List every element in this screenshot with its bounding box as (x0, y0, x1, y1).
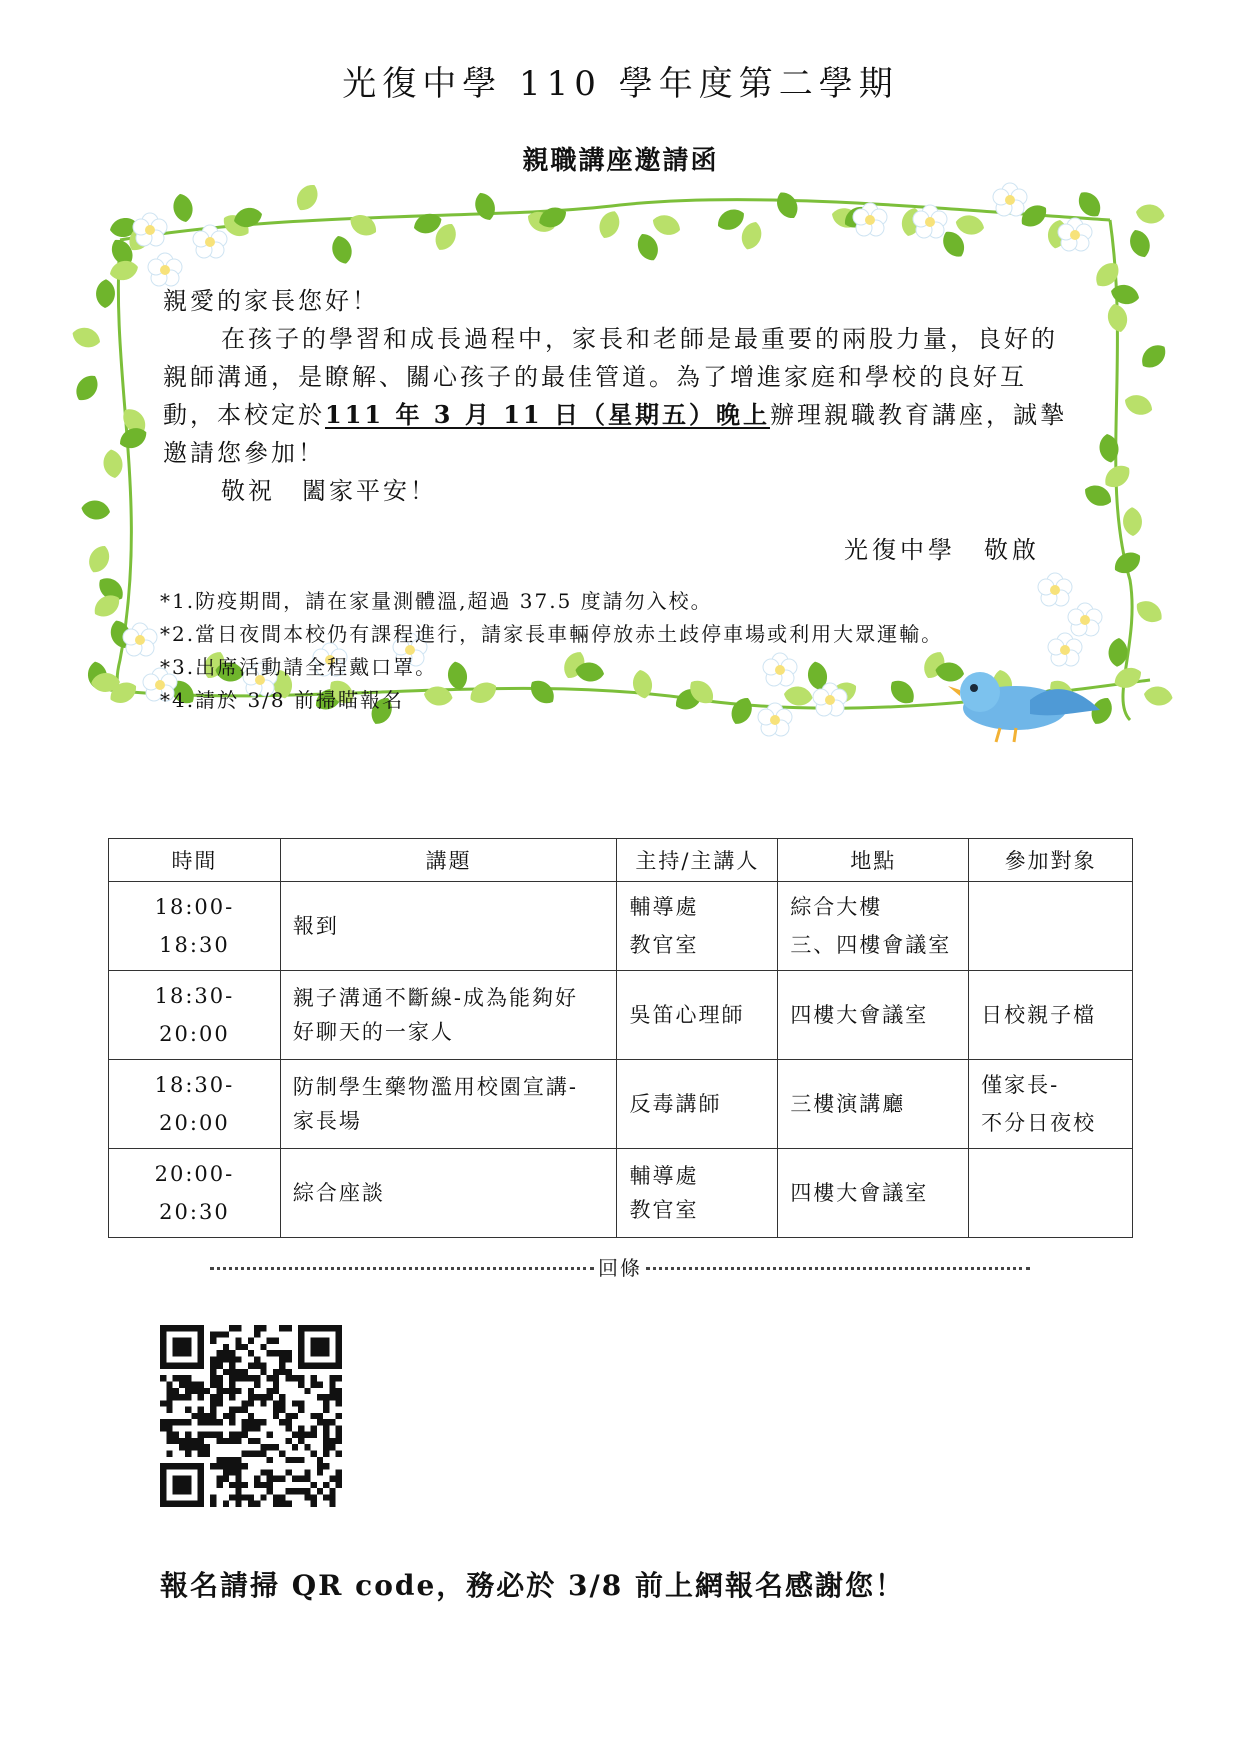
cell-location (778, 882, 969, 971)
cell-topic (280, 1060, 617, 1149)
cell-line: 防制學生藥物濫用校園宣講- (292, 1075, 578, 1099)
note-item: *1.防疫期間，請在家量測體溫,超過 37.5 度請勿入校。 (160, 589, 713, 613)
invitation-heading: 親職講座邀請函 (522, 146, 719, 176)
invitation-letter (163, 282, 1068, 510)
letter-body-part2: 辦理親職教育講座，誠摯邀請您參加！ (163, 401, 1067, 467)
cell-time: 20:00-20:30 (109, 1149, 281, 1238)
cell-topic: 報到 (280, 882, 617, 971)
note-item: *4.請於 3/8 前掃瞄報名 (160, 688, 404, 712)
cell-line: 輔導處 (629, 1164, 699, 1188)
table-header-row (109, 839, 1133, 882)
cell-line: 綜合大樓 (790, 895, 883, 919)
header-time: 時間 (109, 839, 281, 882)
cell-location: 三樓演講廳 (778, 1060, 969, 1149)
cell-line: 親子溝通不斷線-成為能夠好 (292, 986, 578, 1010)
page-title: 光復中學 110 學年度第二學期 (342, 64, 899, 104)
letter-signoff: 光復中學 敬啟 (844, 536, 1040, 564)
letter-greeting: 親愛的家長您好！ (163, 287, 379, 315)
cell-audience (969, 1060, 1133, 1149)
cell-line: 輔導處 (629, 895, 699, 919)
cell-time: 18:30-20:00 (109, 971, 281, 1060)
cell-line: 教官室 (629, 1198, 699, 1222)
table-row (109, 882, 1133, 971)
cell-topic (280, 971, 617, 1060)
schedule-table (108, 838, 1133, 1238)
dotted-line (646, 1267, 1030, 1270)
cell-line: 不分日夜校 (981, 1111, 1097, 1135)
cell-location: 四樓大會議室 (778, 1149, 969, 1238)
dotted-line (210, 1267, 594, 1270)
notes-list (160, 585, 1080, 717)
cell-line: 三、四樓會議室 (790, 933, 952, 957)
cell-line: 好聊天的一家人 (292, 1020, 454, 1044)
header-audience: 參加對象 (969, 839, 1133, 882)
cell-audience: 日校親子檔 (969, 971, 1133, 1060)
cell-audience (969, 882, 1133, 971)
registration-qr-code[interactable] (160, 1325, 342, 1507)
registration-instruction: 報名請掃 QR code，務必於 3/8 前上網報名感謝您！ (160, 1569, 905, 1602)
cell-line: 教官室 (629, 933, 699, 957)
cell-time: 18:30-20:00 (109, 1060, 281, 1149)
table-row (109, 1060, 1133, 1149)
cell-line: 僅家長- (981, 1073, 1060, 1097)
cell-host (617, 1149, 778, 1238)
cell-time: 18:00-18:30 (109, 882, 281, 971)
header-topic: 講題 (280, 839, 617, 882)
cell-host: 吳笛心理師 (617, 971, 778, 1060)
cell-line: 家長場 (292, 1109, 362, 1133)
table-row (109, 971, 1133, 1060)
event-date-highlight: 111 年 3 月 11 日（星期五）晚上 (325, 400, 770, 429)
reply-slip-divider (210, 1252, 1030, 1281)
note-item: *2.當日夜間本校仍有課程進行，請家長車輛停放赤土歧停車場或利用大眾運輸。 (160, 622, 944, 646)
cell-host: 反毒講師 (617, 1060, 778, 1149)
table-row (109, 1149, 1133, 1238)
letter-body-part1: 在孩子的學習和成長過程中，家長和老師是最重要的兩股力量，良好的親師溝通，是瞭解、關心孩子的最佳管道。為了增進家庭和學校的良好互動，本校定於 (163, 325, 1058, 429)
note-item: *3.出席活動請全程戴口罩。 (160, 655, 438, 679)
reply-slip-label: 回條 (598, 1256, 642, 1280)
cell-topic: 綜合座談 (280, 1149, 617, 1238)
letter-body (163, 320, 1068, 472)
letter-blessing: 敬祝 闔家平安！ (221, 477, 437, 505)
header-host: 主持/主講人 (617, 839, 778, 882)
cell-audience (969, 1149, 1133, 1238)
header-location: 地點 (778, 839, 969, 882)
cell-host (617, 882, 778, 971)
cell-location: 四樓大會議室 (778, 971, 969, 1060)
